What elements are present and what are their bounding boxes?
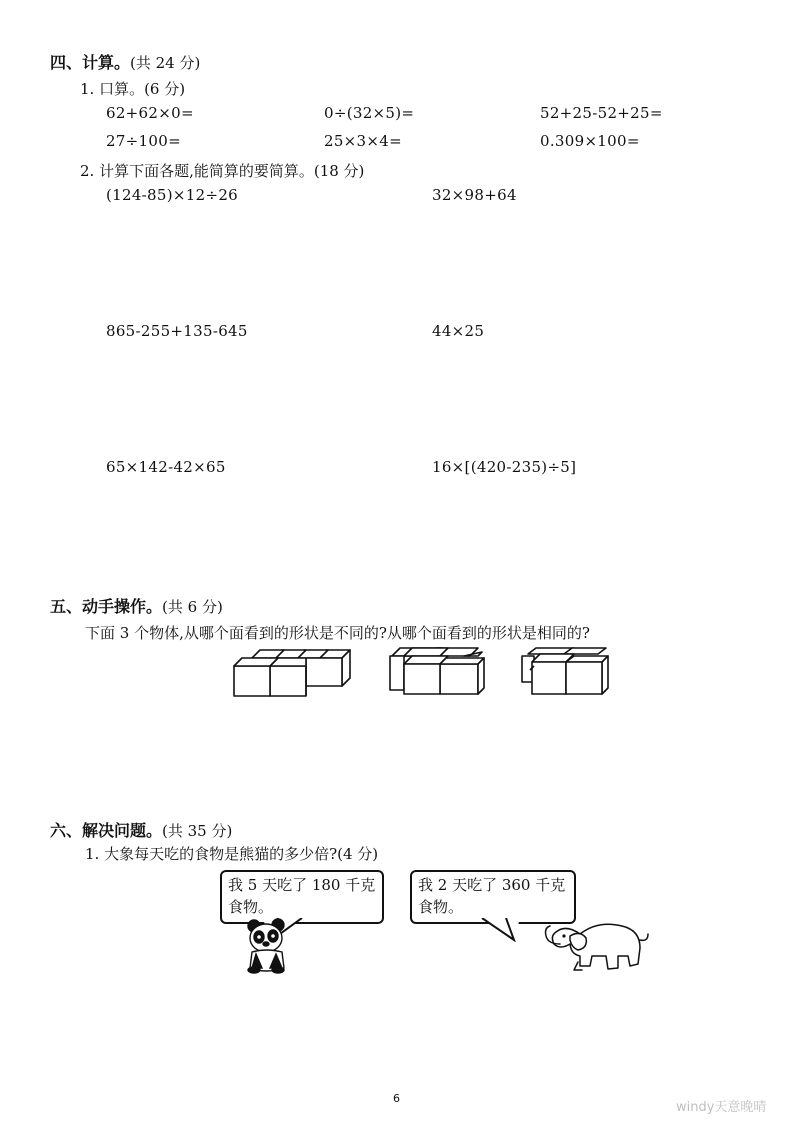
- calc-item: (124-85)×12÷26: [106, 186, 239, 204]
- section-6-title: 六、解决问题。: [50, 821, 163, 840]
- q2-label: 2. 计算下面各题,能简算的要简算。(18 分): [80, 162, 365, 180]
- section-4-title: 四、计算。: [50, 53, 131, 72]
- watermark: windy天意晚晴: [676, 1100, 767, 1115]
- section-5-heading: [50, 594, 223, 617]
- cube-figure-1: [228, 644, 354, 700]
- oral-calc-item: 0.309×100=: [540, 132, 640, 150]
- panda-bubble-line-1: 我 5 天吃了 180 千克: [228, 876, 376, 894]
- section-6-heading: [50, 818, 232, 841]
- oral-calc-item: 52+25-52+25=: [540, 104, 663, 122]
- cube-figure-2: [384, 644, 488, 700]
- section-5-points: (共 6 分): [162, 598, 223, 616]
- panda-speech-bubble: [220, 870, 384, 924]
- elephant-illustration: [540, 914, 652, 976]
- oral-calc-item: 0÷(32×5)=: [324, 104, 415, 122]
- section-5-title: 五、动手操作。: [50, 597, 163, 616]
- calc-item: 865-255+135-645: [106, 322, 248, 340]
- section-4-heading: [50, 50, 200, 73]
- elephant-bubble-tail: [480, 918, 530, 942]
- q1-label: 1. 口算。(6 分): [80, 80, 186, 98]
- elephant-bubble-line-2: 食物。: [418, 898, 464, 916]
- elephant-bubble-line-1: 我 2 天吃了 360 千克: [418, 876, 566, 894]
- calc-item: 44×25: [432, 322, 485, 340]
- oral-calc-item: 27÷100=: [106, 132, 181, 150]
- oral-calc-item: 62+62×0=: [106, 104, 194, 122]
- calc-item: 16×[(420-235)÷5]: [432, 458, 577, 476]
- section-6-q1: 1. 大象每天吃的食物是熊猫的多少倍?(4 分): [85, 845, 379, 863]
- oral-calc-item: 25×3×4=: [324, 132, 402, 150]
- cube-figure-3: [518, 644, 612, 700]
- calc-item: 65×142-42×65: [106, 458, 226, 476]
- section-5-question: 下面 3 个物体,从哪个面看到的形状是不同的?从哪个面看到的形状是相同的?: [85, 624, 590, 642]
- page-number: 6: [393, 1092, 400, 1105]
- section-6-points: (共 35 分): [162, 822, 233, 840]
- calc-item: 32×98+64: [432, 186, 517, 204]
- section-4-points: (共 24 分): [130, 54, 201, 72]
- panda-bubble-line-2: 食物。: [228, 898, 274, 916]
- panda-illustration: [244, 918, 290, 974]
